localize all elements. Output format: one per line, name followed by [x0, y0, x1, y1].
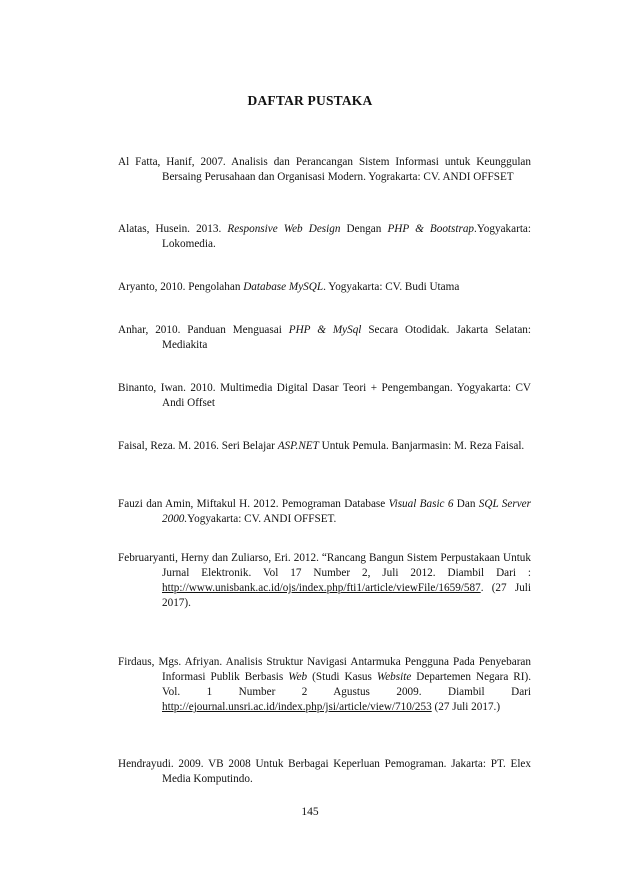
ref-italic: Website	[376, 671, 412, 683]
reference-entry	[118, 381, 531, 411]
ref-text: Aryanto, 2010. Pengolahan	[118, 281, 244, 293]
ref-text: Firdaus, Mgs. Afriyan. Analisis Struktur Navigasi Antarmuka Pengguna Pada Penyebaran Informasi Publik Berbasis	[118, 656, 531, 683]
ref-italic: ASP.NET	[277, 440, 319, 452]
ref-text: Secara Otodidak. Jakarta Selatan: Mediakita	[162, 324, 532, 351]
ref-italic: Visual Basic 6	[388, 498, 454, 510]
ref-text: . Yogyakarta: CV. Budi Utama	[323, 281, 460, 293]
ref-text: Untuk Pemula. Banjarmasin: M. Reza Faisal.	[318, 440, 525, 452]
reference-entry	[118, 439, 531, 454]
page-number: 145	[301, 806, 319, 818]
reference-entry	[118, 551, 531, 611]
ref-italic: Web	[288, 671, 308, 683]
ref-text: (27 Juli 2017.)	[431, 701, 501, 713]
reference-entry	[118, 497, 531, 527]
ref-text: Yogyakarta: CV. ANDI OFFSET.	[187, 513, 337, 525]
ref-text: Binanto, Iwan. 2010. Multimedia Digital Dasar Teori + Pengembangan. Yogyakarta: CV Andi Offset	[118, 382, 531, 409]
ref-italic: Database MySQL	[243, 281, 324, 293]
ref-text: Dan	[453, 498, 479, 510]
ref-italic: SQL Server 2000.	[162, 498, 532, 525]
reference-link[interactable]: http://ejournal.unsri.ac.id/index.php/jsi/article/view/710/253	[162, 701, 432, 713]
reference-entry	[118, 222, 531, 252]
reference-entry	[118, 323, 531, 353]
reference-entry	[118, 757, 531, 787]
reference-link[interactable]: http://www.unisbank.ac.id/ojs/index.php/fti1/article/viewFile/1659/587	[162, 582, 481, 594]
reference-entry	[118, 280, 531, 295]
ref-text: Al Fatta, Hanif, 2007. Analisis dan Perancangan Sistem Informasi untuk Keunggulan Bersaing Perusahaan dan Organisasi Modern. Yograkarta: CV. ANDI OFFSET	[118, 156, 531, 183]
ref-text: Februaryanti, Herny dan Zuliarso, Eri. 2012. “Rancang Bangun Sistem Perpustakaan Untuk Jurnal Elektronik. Vol 17 Number 2, Juli 2012. Diambil Dari :	[118, 552, 531, 579]
ref-text: Anhar, 2010. Panduan Menguasai	[118, 324, 289, 336]
ref-text: Alatas, Husein. 2013.	[118, 223, 228, 235]
ref-text: . (27 Juli 2017).	[162, 582, 531, 609]
ref-text: Fauzi dan Amin, Miftakul H. 2012. Pemograman Database	[118, 498, 389, 510]
ref-text: .Yogyakarta: Lokomedia.	[162, 223, 531, 250]
ref-italic: PHP & Bootstrap	[387, 223, 475, 235]
page-title: DAFTAR PUSTAKA	[247, 93, 373, 108]
reference-entry	[118, 655, 531, 715]
ref-text: Departemen Negara RI). Vol. 1 Number 2 Agustus 2009. Diambil Dari	[162, 671, 532, 698]
ref-italic: PHP & MySql	[288, 324, 362, 336]
ref-text: Faisal, Reza. M. 2016. Seri Belajar	[118, 440, 278, 452]
ref-italic: Responsive Web Design	[227, 223, 341, 235]
ref-text: Hendrayudi. 2009. VB 2008 Untuk Berbagai Keperluan Pemograman. Jakarta: PT. Elex Media Komputindo.	[118, 758, 531, 785]
ref-text: (Studi Kasus	[307, 671, 377, 683]
ref-text: Dengan	[340, 223, 388, 235]
reference-entry	[118, 155, 531, 185]
